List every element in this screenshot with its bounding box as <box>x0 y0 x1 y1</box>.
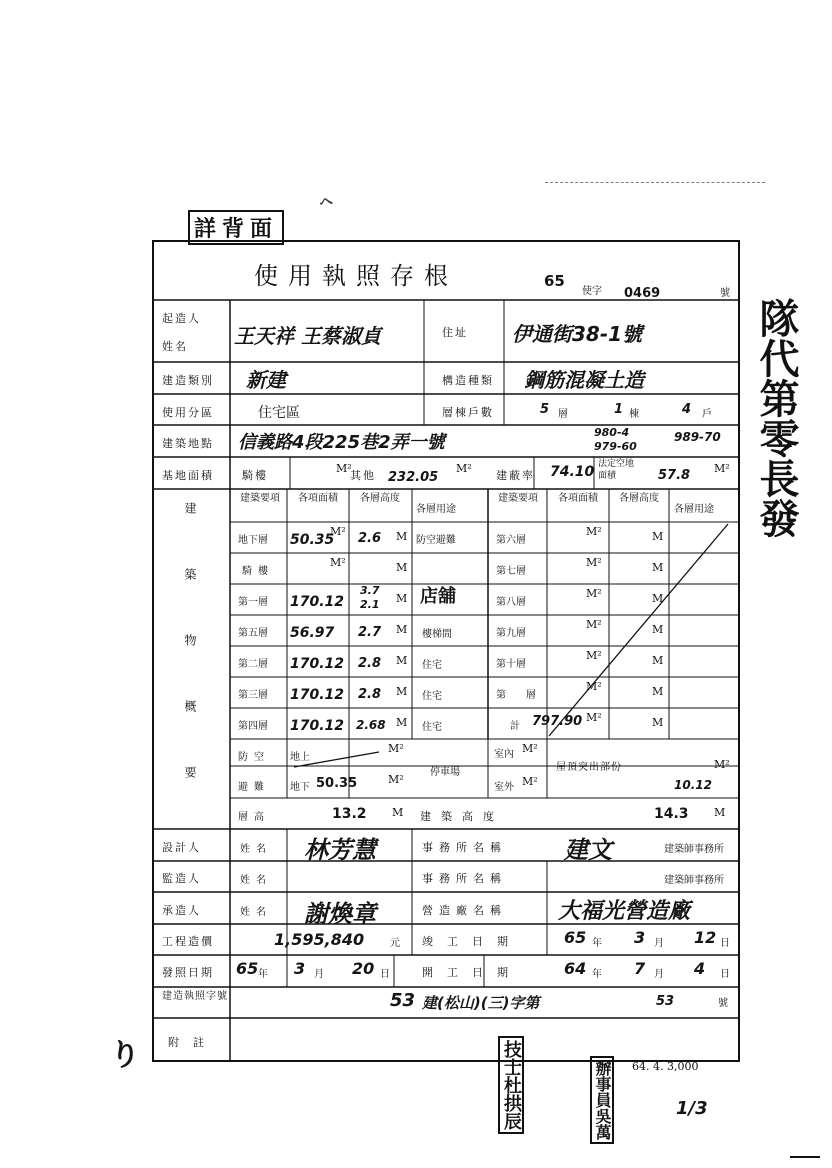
structure-type-label: 構造種類 <box>442 374 494 387</box>
f6-height-unit: M <box>652 530 664 543</box>
col-area-header: 各項面積 <box>298 493 338 504</box>
print-code: 64. 4. 3,000 <box>632 1060 699 1073</box>
total-area-unit: M² <box>586 711 602 724</box>
building-overview-label: 建築物概要 <box>183 502 197 832</box>
outdoor-label: 室外 <box>494 782 514 793</box>
floor-10-label: 第十層 <box>496 659 526 670</box>
col-item-header-2: 建築要項 <box>498 493 538 504</box>
floor-7-label: 第七層 <box>496 566 526 577</box>
floor-5-label: 第五層 <box>238 628 268 639</box>
air-defense-label: 防空 <box>238 752 270 763</box>
f6-area-unit: M² <box>586 525 602 538</box>
permit-number: 53 <box>656 994 675 1009</box>
completion-day-unit: 日 <box>720 938 730 949</box>
total-label: 計 <box>510 721 520 732</box>
underground-area: 50.35 <box>316 776 358 791</box>
margin-mark: り <box>110 1038 140 1073</box>
start-year: 64 <box>564 959 587 978</box>
fn-height-unit: M <box>652 685 664 698</box>
start-month-unit: 月 <box>654 969 664 980</box>
form-title: 使用執照存根 <box>254 262 458 290</box>
total-height-unit: M <box>652 716 664 729</box>
lot-number-3: 989-70 <box>674 430 721 444</box>
floor-2-area: 170.12 <box>290 656 345 672</box>
floors-count-label: 層棟戶數 <box>442 406 494 419</box>
col-area-header-2: 各項面積 <box>558 493 598 504</box>
f7-height-unit: M <box>652 561 664 574</box>
floor-4-area: 170.12 <box>290 718 345 734</box>
issue-month: 3 <box>294 959 306 978</box>
arcade-unit: M² <box>336 462 352 475</box>
basement-height: 2.6 <box>358 531 382 546</box>
contractor-label: 承造人 <box>162 904 201 917</box>
parking-label: 停車場 <box>430 767 460 778</box>
use-zone-label: 使用分區 <box>162 406 214 419</box>
right-margin-text: 隊代第零長發 <box>753 298 799 538</box>
floor-8-label: 第八層 <box>496 597 526 608</box>
col-height-header-2: 各層高度 <box>619 493 659 504</box>
floor-1-use: 店舖 <box>420 586 456 607</box>
basement-use: 防空避難 <box>416 535 456 546</box>
contractor-name-label: 姓名 <box>240 907 272 918</box>
floor-3-area: 170.12 <box>290 687 345 703</box>
fn-area-unit: M² <box>586 680 602 693</box>
clerk-stamp: 辦事員吳萬 <box>590 1056 614 1144</box>
arcade-label: 騎樓 <box>242 469 268 482</box>
supervisor-office-label: 事務所名稱 <box>422 872 507 885</box>
issue-date-label: 發照日期 <box>162 966 214 979</box>
floor-4-label: 第四層 <box>238 721 268 732</box>
issue-month-unit: 月 <box>314 969 324 980</box>
floor-1-label: 第一層 <box>238 597 268 608</box>
building-height-label: 建築高度 <box>420 810 504 823</box>
start-date-label: 開工日期 <box>422 966 522 979</box>
buildings-value: 1 <box>614 402 624 417</box>
structure-type-value: 鋼筋混凝土造 <box>524 368 644 392</box>
floor-2-height: 2.8 <box>358 656 382 671</box>
coverage-value: 74.10 <box>550 464 595 480</box>
contractor-company-label: 營造廠名稱 <box>422 904 507 917</box>
handwritten-scribble: へ <box>316 193 335 213</box>
col-use-header-2: 各層用途 <box>674 504 714 515</box>
page-fraction: 1/3 <box>676 1098 708 1119</box>
floor-6-label: 第六層 <box>496 535 526 546</box>
start-day: 4 <box>694 959 706 978</box>
other-unit: M² <box>456 462 472 475</box>
completion-label: 竣工日期 <box>422 935 522 948</box>
ground-unit: M² <box>388 742 404 755</box>
legal-area-label: 法定空地面積 <box>598 459 635 481</box>
col-height-header: 各層高度 <box>360 493 400 504</box>
floor-2-height-unit: M <box>396 654 408 667</box>
indoor-label: 室內 <box>494 749 514 760</box>
designer-office-suffix: 建築師事務所 <box>664 844 724 855</box>
designer-office-label: 事務所名稱 <box>422 841 507 854</box>
f10-height-unit: M <box>652 654 664 667</box>
floor-1-height-a: 3.7 <box>360 584 380 597</box>
owner-name: 王天祥 王蔡淑貞 <box>234 324 381 348</box>
ground-label: 地上 <box>290 752 310 763</box>
floor-5-height: 2.7 <box>358 625 382 640</box>
building-height-value: 14.3 <box>654 806 689 822</box>
roof-area: 10.12 <box>674 778 712 792</box>
coverage-label: 建蔽率 <box>496 469 535 482</box>
land-area-label: 基地面積 <box>162 469 214 482</box>
faint-stamp <box>545 182 765 223</box>
notes-label: 附註 <box>168 1036 218 1049</box>
floor-1-height-unit: M <box>396 592 408 605</box>
floor-4-height-unit: M <box>396 716 408 729</box>
floor-5-use: 樓梯間 <box>422 629 452 640</box>
underground-unit: M² <box>388 773 404 786</box>
building-type-label: 建造類別 <box>162 374 214 387</box>
floor-2-label: 第二層 <box>238 659 268 670</box>
license-year: 65 <box>544 272 565 290</box>
basement-label: 地下層 <box>238 535 268 546</box>
indoor-unit: M² <box>522 742 538 755</box>
f8-area-unit: M² <box>586 587 602 600</box>
col-item-header: 建築要項 <box>240 493 280 504</box>
f10-area-unit: M² <box>586 649 602 662</box>
applicant-label-2: 姓名 <box>162 340 188 353</box>
use-zone-value: 住宅區 <box>258 405 300 421</box>
completion-year: 65 <box>564 928 587 947</box>
outdoor-unit: M² <box>522 775 538 788</box>
issue-year-unit: 年 <box>258 969 268 980</box>
floor-3-height: 2.8 <box>358 687 382 702</box>
issue-day: 20 <box>352 959 375 978</box>
designer-name: 林芳慧 <box>304 836 376 864</box>
applicant-label-1: 起造人 <box>162 312 201 325</box>
story-height-value: 13.2 <box>332 806 367 822</box>
floor-1-height-b: 2.1 <box>360 598 380 611</box>
lot-number-2: 979-60 <box>594 440 637 453</box>
basement-area-unit: M² <box>330 525 346 538</box>
f9-height-unit: M <box>652 623 664 636</box>
floor-2-use: 住宅 <box>422 660 442 671</box>
col-use-header: 各層用途 <box>416 504 456 515</box>
license-char: 使字 <box>582 286 602 297</box>
contractor-company: 大福光營造廠 <box>558 899 691 924</box>
underground-label: 地下 <box>290 782 310 793</box>
roof-label: 屋頂突出部份 <box>556 762 622 773</box>
back-detail-stamp: 詳背面 <box>188 210 284 245</box>
license-suffix: 號 <box>720 288 730 299</box>
supervisor-office-suffix: 建築師事務所 <box>664 875 724 886</box>
building-height-unit: M <box>714 806 726 819</box>
completion-month-unit: 月 <box>654 938 664 949</box>
cost-value: 1,595,840 <box>274 930 365 949</box>
arcade-height-unit: M <box>396 561 408 574</box>
location-value: 信義路4段225巷2弄一號 <box>238 432 445 453</box>
start-year-unit: 年 <box>592 969 602 980</box>
arcade-area-unit: M² <box>330 556 346 569</box>
completion-month: 3 <box>634 928 646 947</box>
location-label: 建築地點 <box>162 437 214 450</box>
permit-year: 53 <box>390 990 416 1011</box>
floor-9-label: 第九層 <box>496 628 526 639</box>
issue-day-unit: 日 <box>380 969 390 980</box>
corner-mark <box>790 1156 820 1158</box>
building-unit: 棟 <box>629 409 639 420</box>
cost-unit: 元 <box>390 938 400 949</box>
building-type-value: 新建 <box>246 368 286 392</box>
floor-5-area: 56.97 <box>290 625 335 641</box>
start-month: 7 <box>634 959 646 978</box>
household-unit: 戶 <box>702 409 712 420</box>
floor-unit: 層 <box>558 409 568 420</box>
basement-area: 50.35 <box>290 532 335 548</box>
license-number: 0469 <box>624 286 661 301</box>
technician-stamp: 技士杜拱辰 <box>498 1036 524 1134</box>
designer-label: 設計人 <box>162 841 201 854</box>
other-area-value: 232.05 <box>388 470 439 485</box>
start-day-unit: 日 <box>720 969 730 980</box>
story-height-unit: M <box>392 806 404 819</box>
refuge-label: 避難 <box>238 782 270 793</box>
total-area-value: 797.90 <box>532 714 583 729</box>
floor-4-height: 2.68 <box>356 718 386 732</box>
supervisor-name-label: 姓名 <box>240 875 272 886</box>
legal-area-value: 57.8 <box>658 468 691 483</box>
permit-label: 建造執照字號 <box>162 991 228 1002</box>
story-height-label: 層高 <box>238 812 270 823</box>
completion-year-unit: 年 <box>592 938 602 949</box>
issue-year: 65 <box>236 959 259 978</box>
permit-char: 建(松山)(三)字第 <box>422 994 540 1012</box>
floor-3-height-unit: M <box>396 685 408 698</box>
floor-4-use: 住宅 <box>422 722 442 733</box>
designer-office: 建文 <box>564 836 612 864</box>
floor-n-label: 第 層 <box>496 690 536 701</box>
f9-area-unit: M² <box>586 618 602 631</box>
floor-3-label: 第三層 <box>238 690 268 701</box>
completion-day: 12 <box>694 928 717 947</box>
usage-license-stub-form <box>152 240 740 1062</box>
cost-label: 工程造價 <box>162 935 214 948</box>
floor-3-use: 住宅 <box>422 691 442 702</box>
other-label: 其他 <box>350 469 376 482</box>
roof-unit: M² <box>714 758 730 771</box>
f7-area-unit: M² <box>586 556 602 569</box>
f8-height-unit: M <box>652 592 664 605</box>
owner-address: 伊通街38-1號 <box>512 322 643 346</box>
legal-area-unit: M² <box>714 462 730 475</box>
address-label: 住址 <box>442 326 468 339</box>
contractor-name: 謝煥章 <box>304 900 376 928</box>
floor-1-area: 170.12 <box>290 594 345 610</box>
floors-value: 5 <box>540 402 550 417</box>
permit-suffix: 號 <box>718 998 728 1009</box>
lot-number-1: 980-4 <box>594 426 630 439</box>
designer-name-label: 姓名 <box>240 844 272 855</box>
households-value: 4 <box>682 402 692 417</box>
basement-height-unit: M <box>396 530 408 543</box>
supervisor-label: 監造人 <box>162 872 201 885</box>
floor-5-height-unit: M <box>396 623 408 636</box>
arcade-row-label: 騎樓 <box>242 566 274 577</box>
